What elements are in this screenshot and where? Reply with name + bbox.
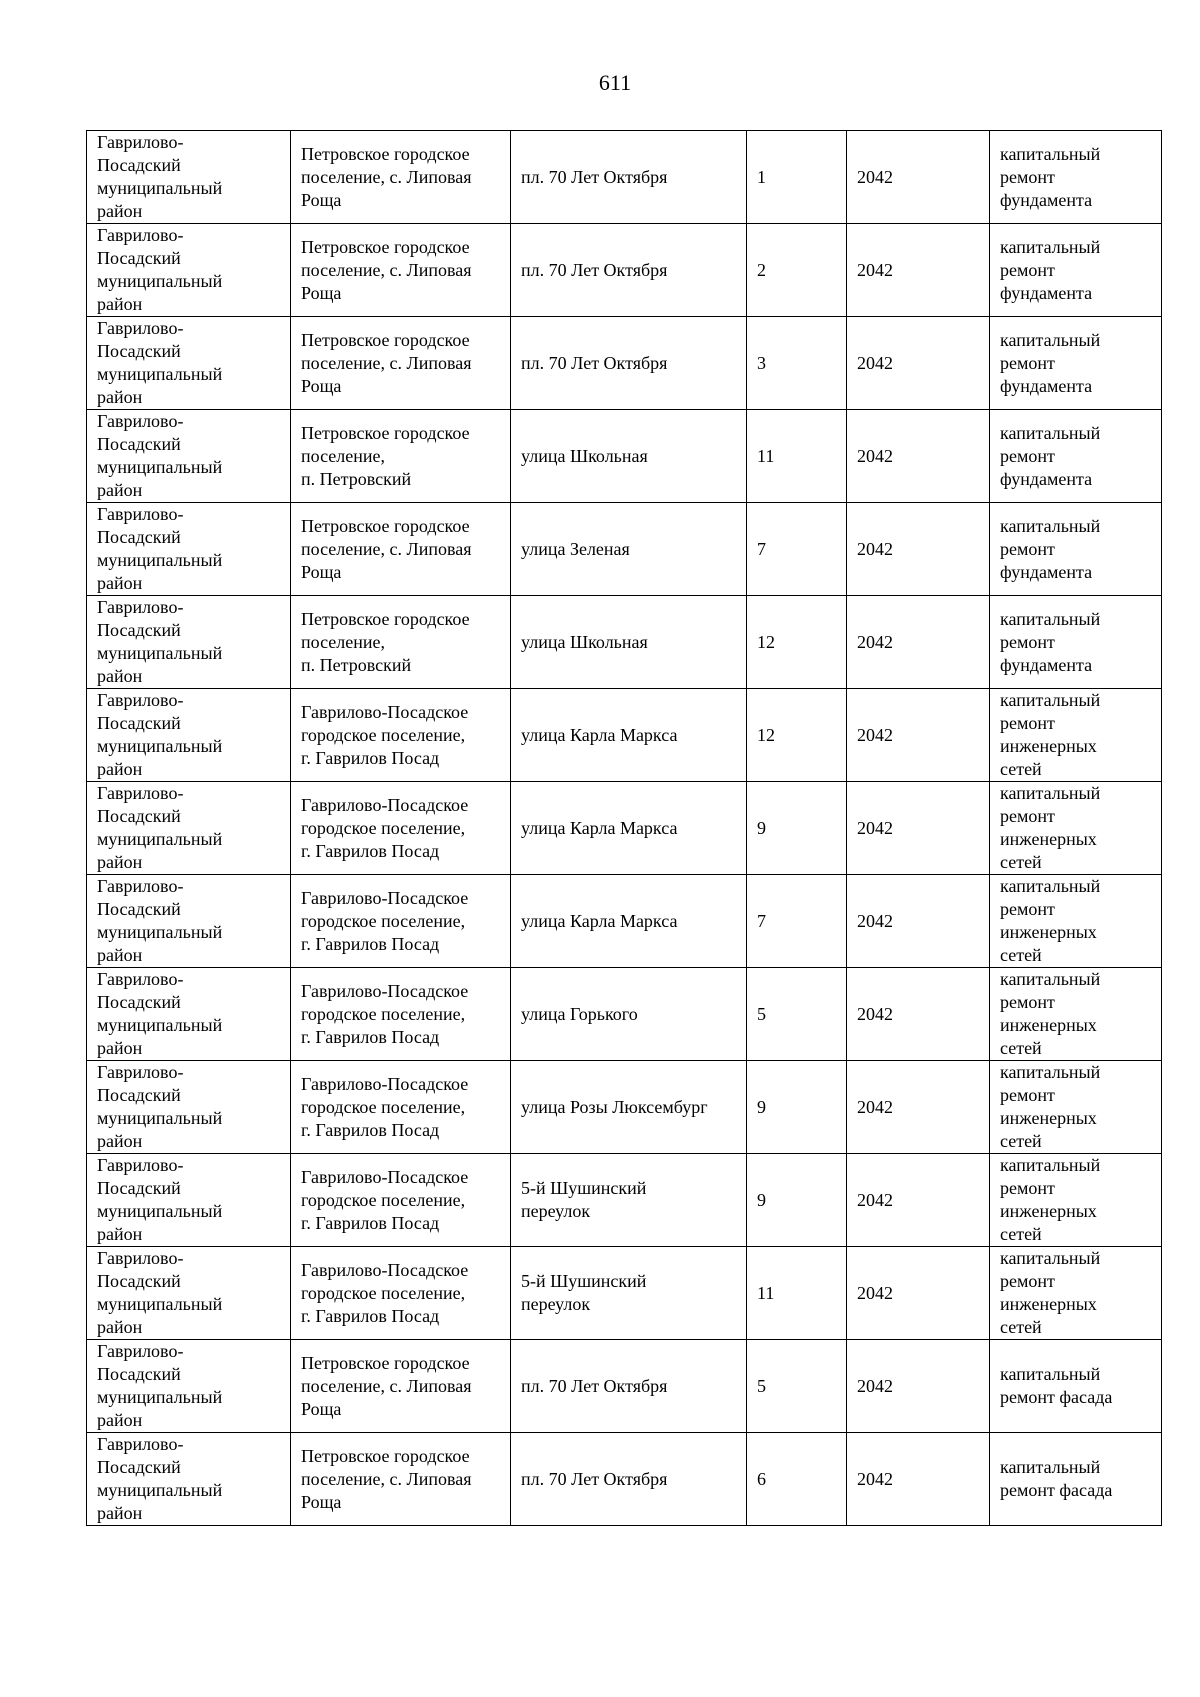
table-row [87, 1433, 1162, 1526]
house-number-cell: 7 [747, 875, 847, 968]
house-number-cell: 11 [747, 1247, 847, 1340]
settlement-cell: Гаврилово-Посадское городское поселение, г. Гаврилов Посад [291, 875, 511, 968]
table-body [87, 131, 1162, 1526]
house-number-cell: 9 [747, 1061, 847, 1154]
street-cell: улица Горького [511, 968, 747, 1061]
street-cell: пл. 70 Лет Октября [511, 1433, 747, 1526]
district-cell: Гаврилово- Посадский муниципальный район [87, 1433, 291, 1526]
repair-schedule-table [86, 130, 1162, 1526]
settlement-cell: Гаврилово-Посадское городское поселение, г. Гаврилов Посад [291, 968, 511, 1061]
year-cell: 2042 [847, 596, 990, 689]
year-cell: 2042 [847, 1247, 990, 1340]
work-type-cell: капитальный ремонт фундамента [990, 503, 1162, 596]
settlement-cell: Петровское городское поселение, с. Липовая Роща [291, 1433, 511, 1526]
district-cell: Гаврилово- Посадский муниципальный район [87, 875, 291, 968]
table-row [87, 1061, 1162, 1154]
year-cell: 2042 [847, 968, 990, 1061]
year-cell: 2042 [847, 410, 990, 503]
year-cell: 2042 [847, 1433, 990, 1526]
year-cell: 2042 [847, 1061, 990, 1154]
house-number-cell: 5 [747, 968, 847, 1061]
house-number-cell: 7 [747, 503, 847, 596]
work-type-cell: капитальный ремонт фасада [990, 1340, 1162, 1433]
district-cell: Гаврилово- Посадский муниципальный район [87, 503, 291, 596]
table-row [87, 503, 1162, 596]
work-type-cell: капитальный ремонт инженерных сетей [990, 1247, 1162, 1340]
table-row [87, 317, 1162, 410]
year-cell: 2042 [847, 317, 990, 410]
settlement-cell: Петровское городское поселение, с. Липовая Роща [291, 224, 511, 317]
street-cell: пл. 70 Лет Октября [511, 224, 747, 317]
year-cell: 2042 [847, 503, 990, 596]
house-number-cell: 5 [747, 1340, 847, 1433]
year-cell: 2042 [847, 131, 990, 224]
district-cell: Гаврилово- Посадский муниципальный район [87, 596, 291, 689]
work-type-cell: капитальный ремонт фундамента [990, 317, 1162, 410]
table-row [87, 596, 1162, 689]
street-cell: улица Карла Маркса [511, 689, 747, 782]
district-cell: Гаврилово- Посадский муниципальный район [87, 317, 291, 410]
settlement-cell: Гаврилово-Посадское городское поселение, г. Гаврилов Посад [291, 1247, 511, 1340]
work-type-cell: капитальный ремонт фундамента [990, 596, 1162, 689]
work-type-cell: капитальный ремонт инженерных сетей [990, 1154, 1162, 1247]
year-cell: 2042 [847, 1154, 990, 1247]
district-cell: Гаврилово- Посадский муниципальный район [87, 410, 291, 503]
district-cell: Гаврилово- Посадский муниципальный район [87, 1247, 291, 1340]
table-row [87, 875, 1162, 968]
settlement-cell: Гаврилово-Посадское городское поселение, г. Гаврилов Посад [291, 1061, 511, 1154]
table-row [87, 1247, 1162, 1340]
table-row [87, 689, 1162, 782]
district-cell: Гаврилово- Посадский муниципальный район [87, 1340, 291, 1433]
street-cell: пл. 70 Лет Октября [511, 317, 747, 410]
house-number-cell: 6 [747, 1433, 847, 1526]
settlement-cell: Петровское городское поселение, с. Липовая Роща [291, 131, 511, 224]
page-number: 611 [598, 70, 632, 95]
settlement-cell: Петровское городское поселение, с. Липовая Роща [291, 503, 511, 596]
work-type-cell: капитальный ремонт инженерных сетей [990, 968, 1162, 1061]
work-type-cell: капитальный ремонт фундамента [990, 131, 1162, 224]
year-cell: 2042 [847, 782, 990, 875]
street-cell: пл. 70 Лет Октября [511, 131, 747, 224]
work-type-cell: капитальный ремонт инженерных сетей [990, 875, 1162, 968]
settlement-cell: Петровское городское поселение, п. Петровский [291, 596, 511, 689]
work-type-cell: капитальный ремонт фундамента [990, 410, 1162, 503]
house-number-cell: 9 [747, 782, 847, 875]
district-cell: Гаврилово- Посадский муниципальный район [87, 689, 291, 782]
street-cell: улица Карла Маркса [511, 875, 747, 968]
work-type-cell: капитальный ремонт фундамента [990, 224, 1162, 317]
year-cell: 2042 [847, 1340, 990, 1433]
house-number-cell: 11 [747, 410, 847, 503]
street-cell: улица Школьная [511, 410, 747, 503]
district-cell: Гаврилово- Посадский муниципальный район [87, 131, 291, 224]
street-cell: улица Школьная [511, 596, 747, 689]
house-number-cell: 12 [747, 596, 847, 689]
table-row [87, 1154, 1162, 1247]
work-type-cell: капитальный ремонт инженерных сетей [990, 1061, 1162, 1154]
settlement-cell: Петровское городское поселение, п. Петровский [291, 410, 511, 503]
settlement-cell: Гаврилово-Посадское городское поселение, г. Гаврилов Посад [291, 782, 511, 875]
year-cell: 2042 [847, 224, 990, 317]
table-row [87, 131, 1162, 224]
district-cell: Гаврилово- Посадский муниципальный район [87, 224, 291, 317]
street-cell: улица Карла Маркса [511, 782, 747, 875]
street-cell: пл. 70 Лет Октября [511, 1340, 747, 1433]
year-cell: 2042 [847, 875, 990, 968]
table-row [87, 968, 1162, 1061]
work-type-cell: капитальный ремонт инженерных сетей [990, 689, 1162, 782]
house-number-cell: 1 [747, 131, 847, 224]
year-cell: 2042 [847, 689, 990, 782]
table-row [87, 224, 1162, 317]
settlement-cell: Гаврилово-Посадское городское поселение, г. Гаврилов Посад [291, 689, 511, 782]
work-type-cell: капитальный ремонт фасада [990, 1433, 1162, 1526]
house-number-cell: 3 [747, 317, 847, 410]
street-cell: улица Розы Люксембург [511, 1061, 747, 1154]
work-type-cell: капитальный ремонт инженерных сетей [990, 782, 1162, 875]
house-number-cell: 9 [747, 1154, 847, 1247]
table-row [87, 782, 1162, 875]
district-cell: Гаврилово- Посадский муниципальный район [87, 1154, 291, 1247]
street-cell: 5-й Шушинский переулок [511, 1247, 747, 1340]
street-cell: улица Зеленая [511, 503, 747, 596]
settlement-cell: Петровское городское поселение, с. Липовая Роща [291, 317, 511, 410]
district-cell: Гаврилово- Посадский муниципальный район [87, 968, 291, 1061]
table-row [87, 410, 1162, 503]
settlement-cell: Гаврилово-Посадское городское поселение, г. Гаврилов Посад [291, 1154, 511, 1247]
table-row [87, 1340, 1162, 1433]
district-cell: Гаврилово- Посадский муниципальный район [87, 782, 291, 875]
district-cell: Гаврилово- Посадский муниципальный район [87, 1061, 291, 1154]
street-cell: 5-й Шушинский переулок [511, 1154, 747, 1247]
house-number-cell: 12 [747, 689, 847, 782]
house-number-cell: 2 [747, 224, 847, 317]
settlement-cell: Петровское городское поселение, с. Липовая Роща [291, 1340, 511, 1433]
